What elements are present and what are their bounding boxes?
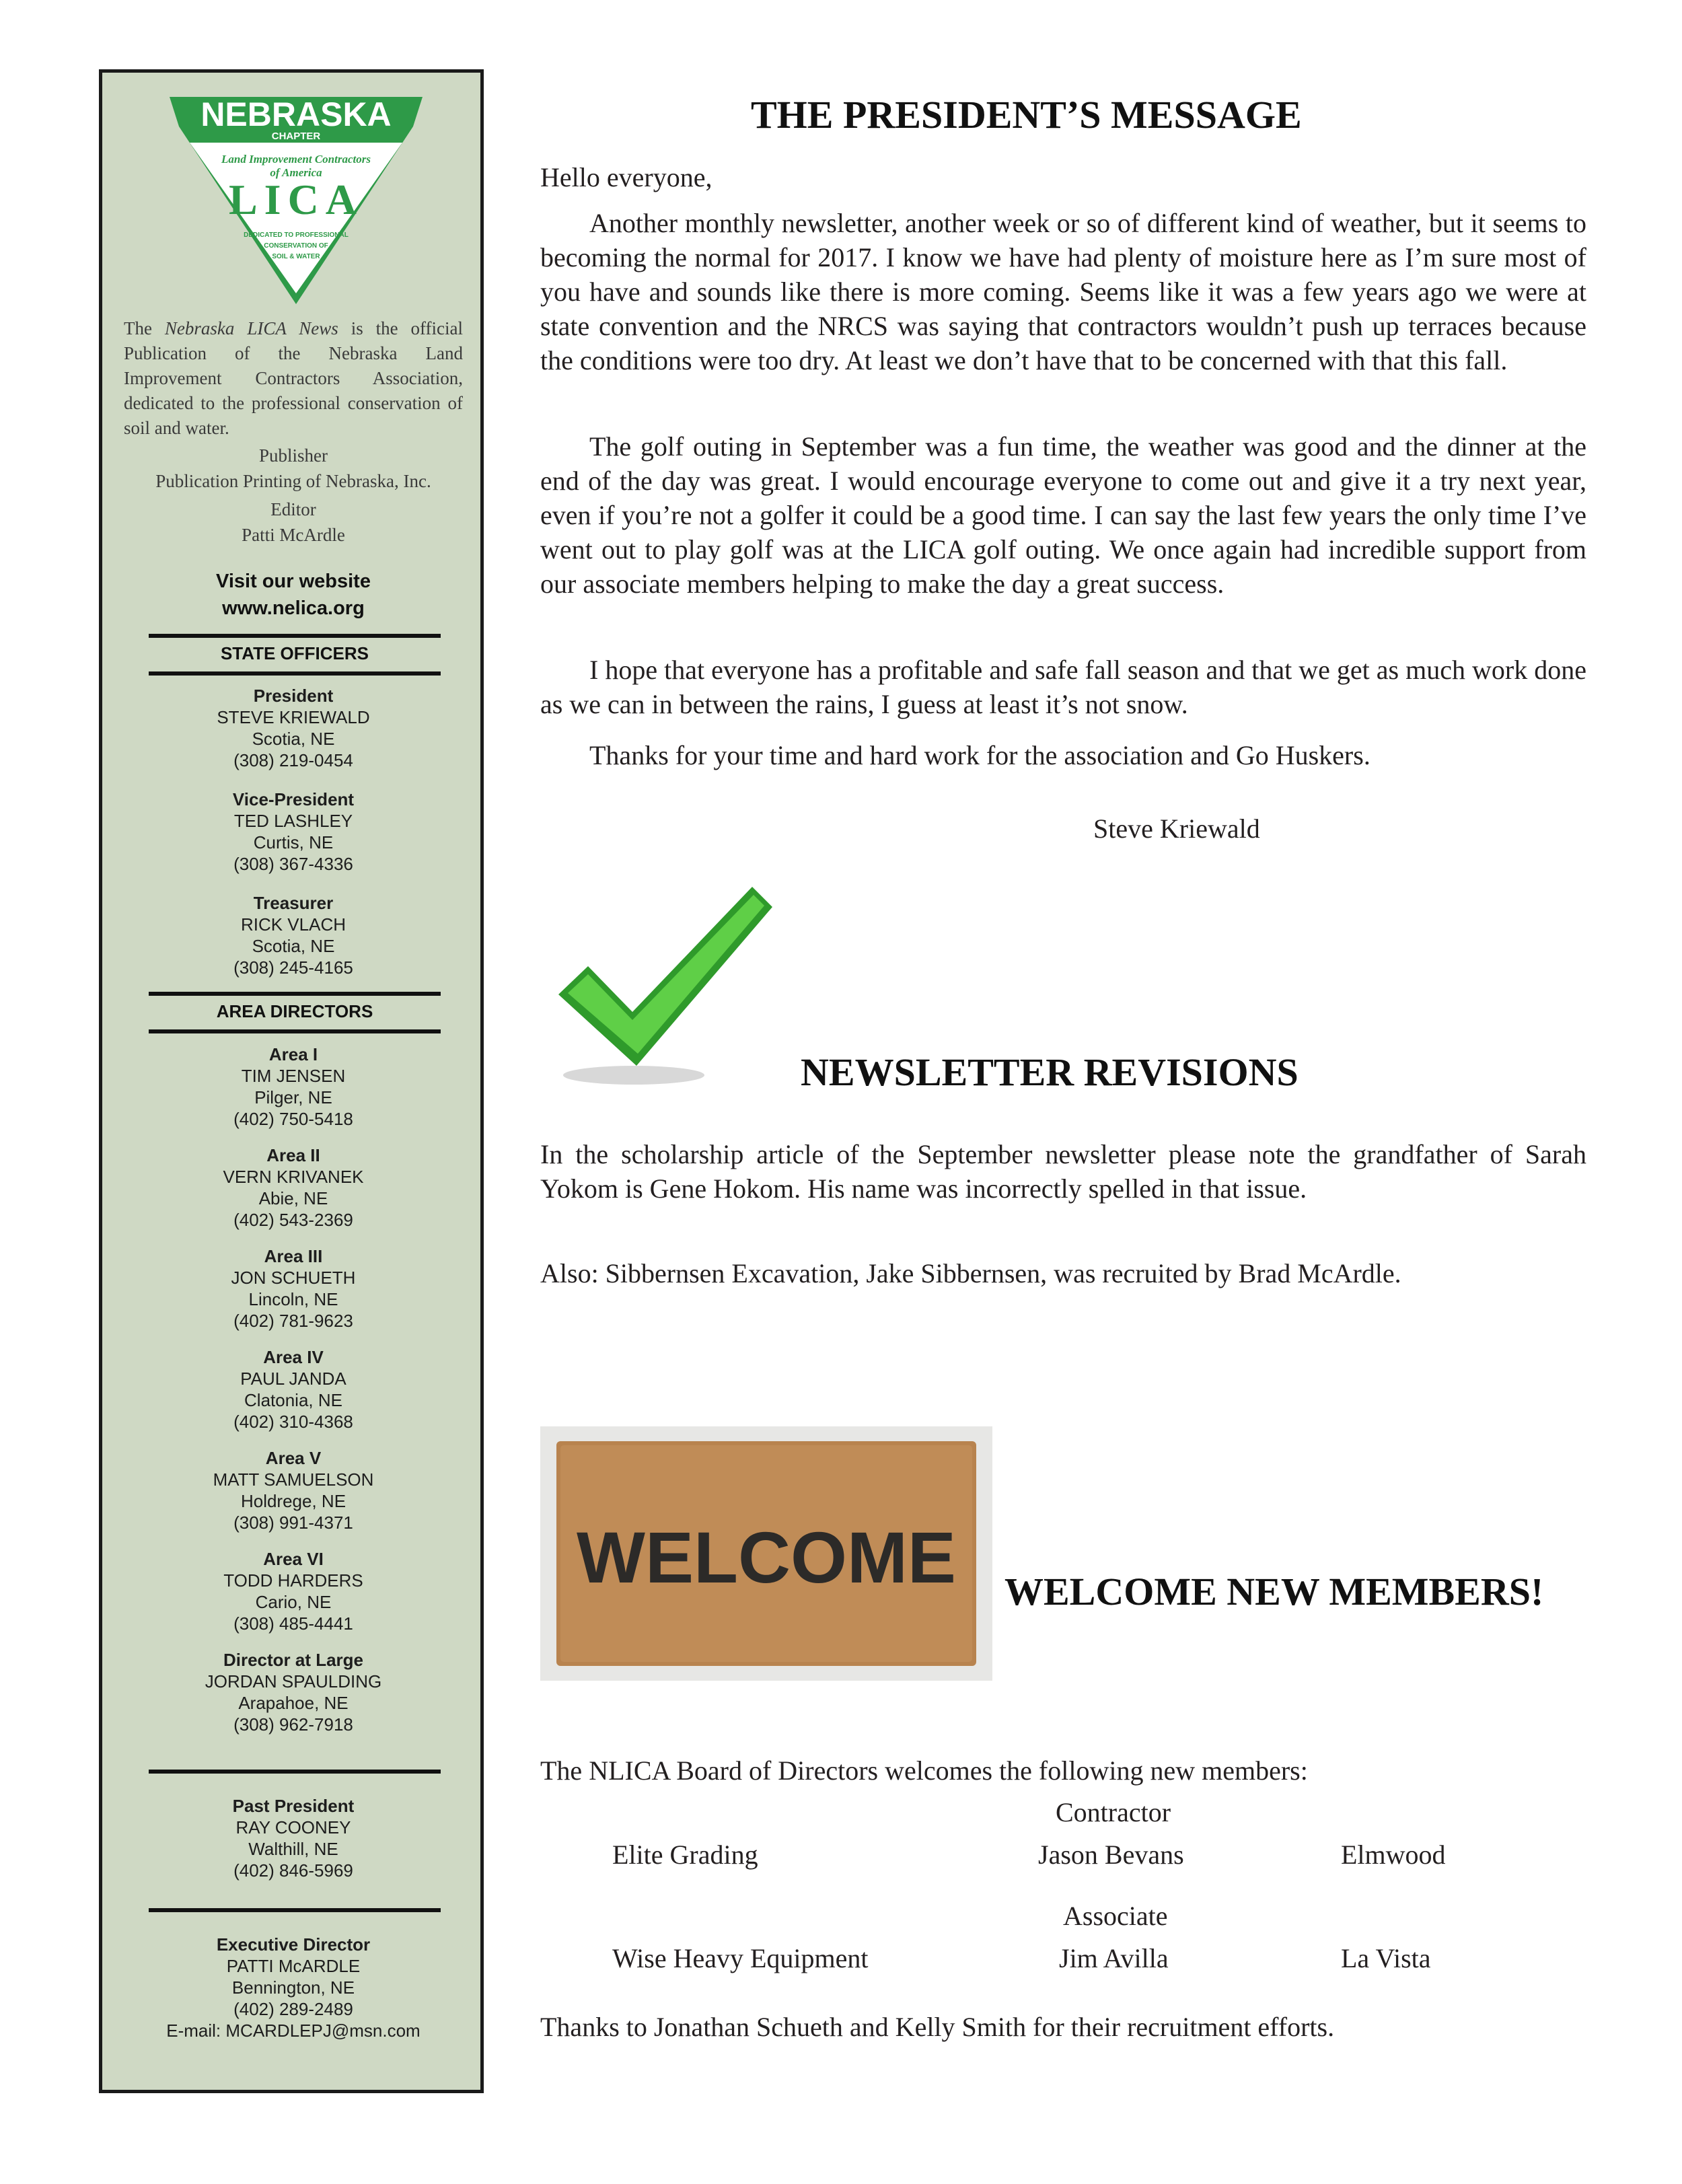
- publisher-name: Publication Printing of Nebraska, Inc.: [155, 471, 431, 491]
- director-phone: (402) 310-4368: [233, 1412, 353, 1432]
- executive-director-city: Bennington, NE: [231, 1977, 355, 1998]
- director-role: Area III: [264, 1246, 323, 1266]
- director-name: JORDAN SPAULDING: [205, 1671, 382, 1691]
- director-city: Clatonia, NE: [244, 1390, 342, 1410]
- director-phone: (402) 543-2369: [233, 1210, 353, 1230]
- past-president-name: RAY COONEY: [235, 1817, 351, 1837]
- past-president: [116, 1795, 471, 1881]
- past-president-phone: (402) 846-5969: [233, 1860, 353, 1881]
- director-name: TODD HARDERS: [223, 1570, 363, 1591]
- member-person: Jason Bevans: [1038, 1840, 1184, 1870]
- welcome-intro: The NLICA Board of Directors welcomes the following new members:: [540, 1755, 1308, 1786]
- officer-treasurer: [116, 892, 471, 978]
- logo-org-line1: Land Improvement Contractors: [221, 153, 371, 166]
- director-area-5: [116, 1447, 471, 1533]
- logo-chapter: CHAPTER: [271, 131, 321, 142]
- member-person: Jim Avilla: [1059, 1943, 1169, 1973]
- executive-director-phone: (402) 289-2489: [233, 1999, 353, 2019]
- member-city: La Vista: [1341, 1943, 1431, 1973]
- officer-phone: (308) 219-0454: [233, 750, 353, 770]
- logo-abbr: LICA: [228, 176, 364, 223]
- executive-director: [116, 1934, 471, 2041]
- welcome-thanks: Thanks to Jonathan Schueth and Kelly Smith for their recruitment efforts.: [540, 2012, 1335, 2042]
- director-phone: (308) 485-4441: [233, 1613, 353, 1634]
- officer-name: TED LASHLEY: [233, 811, 353, 831]
- state-officers-title: STATE OFFICERS: [220, 643, 369, 663]
- director-role: Area II: [266, 1145, 320, 1165]
- director-area-3: [116, 1245, 471, 1332]
- director-at-large: [116, 1649, 471, 1735]
- director-role: Area I: [268, 1044, 318, 1064]
- checkmark-shadow: [563, 1066, 704, 1085]
- officer-city: Scotia, NE: [252, 936, 335, 956]
- intro-publication-name: Nebraska LICA News: [164, 318, 338, 338]
- message-paragraph: I hope that everyone has a profitable and safe fall season and that we get as much work done as we can in between the rains, I guess at least it’s not snow.: [540, 655, 1586, 719]
- officer-role: President: [253, 686, 334, 706]
- editor-label: Editor: [270, 499, 316, 519]
- sidebar-panel: [99, 69, 484, 2093]
- director-city: Holdrege, NE: [240, 1491, 346, 1511]
- officer-name: STEVE KRIEWALD: [217, 707, 370, 727]
- intro-prefix: The: [124, 318, 165, 338]
- editor-name: Patti McArdle: [242, 525, 345, 545]
- member-category-associate: Associate: [1063, 1901, 1168, 1931]
- director-role: Director at Large: [223, 1650, 364, 1670]
- officer-role: Vice-President: [232, 789, 355, 809]
- director-phone: (308) 991-4371: [233, 1513, 353, 1533]
- officer-president: [116, 685, 471, 771]
- past-president-city: Walthill, NE: [248, 1839, 338, 1859]
- logo-state: NEBRASKA: [200, 96, 392, 133]
- member-company: Wise Heavy Equipment: [612, 1943, 869, 1973]
- director-role: Area VI: [263, 1549, 324, 1569]
- logo-tagline-1: DEDICATED TO PROFESSIONAL: [244, 231, 349, 239]
- director-phone: (402) 750-5418: [233, 1109, 353, 1129]
- welcome-mat-image: [540, 1426, 992, 1681]
- intro-suffix: is the official Publication of the Nebraska Land Improvement Contractors Association, dedicated to the professional conservation of soil and water.: [124, 318, 464, 438]
- greeting: Hello everyone,: [540, 162, 712, 192]
- past-president-role: Past President: [232, 1796, 355, 1816]
- director-city: Lincoln, NE: [248, 1289, 338, 1309]
- president-message-title: THE PRESIDENT’S MESSAGE: [751, 93, 1302, 137]
- member-city: Elmwood: [1341, 1840, 1446, 1870]
- checkmark-icon: [553, 873, 782, 1089]
- director-city: Abie, NE: [258, 1188, 328, 1208]
- director-city: Arapahoe, NE: [238, 1693, 349, 1713]
- director-phone: (402) 781-9623: [233, 1311, 353, 1331]
- message-paragraph: The golf outing in September was a fun time, the weather was good and the dinner at the end of the day was great. I would encourage everyone to come out and give it a try next year, even if you’re not a golfer it could be a good time. I can say the last few years the only time I’ve went out to play golf was at the LICA golf outing. We once again had incredible support from our associate members helping to make the day a great success.: [540, 431, 1586, 599]
- revisions-paragraph-1: In the scholarship article of the September newsletter please note the grandfather of Sarah Yokom is Gene Hokom. His name was incorrectly spelled in that issue.: [540, 1139, 1586, 1204]
- logo-org-line2: of America: [270, 166, 322, 179]
- signature: Steve Kriewald: [1093, 813, 1260, 844]
- officer-name: RICK VLACH: [240, 914, 346, 935]
- member-company: Elite Grading: [612, 1840, 758, 1870]
- officer-city: Curtis, NE: [253, 832, 334, 852]
- area-directors-title: AREA DIRECTORS: [216, 1001, 373, 1021]
- director-name: VERN KRIVANEK: [223, 1167, 364, 1187]
- director-phone: (308) 962-7918: [233, 1714, 353, 1735]
- director-area-6: [116, 1548, 471, 1634]
- website-block: [116, 568, 471, 622]
- divider: [149, 1908, 441, 1912]
- executive-director-email[interactable]: E-mail: MCARDLEPJ@msn.com: [166, 2021, 420, 2041]
- message-paragraph: Another monthly newsletter, another week or so of different kind of weather, but it seems to becoming the normal for 2017. I know we have had plenty of moisture here as I’m sure most of you have and sounds like there is more coming. Seems like it was a few years ago we were at state convention and the NRCS was saying that contractors wouldn’t push up terraces because the conditions were too dry. At least we don’t have that to be concerned with that this fall.: [540, 208, 1586, 375]
- director-role: Area V: [265, 1448, 322, 1468]
- director-role: Area IV: [263, 1347, 324, 1367]
- officer-vice-president: [116, 789, 471, 875]
- executive-director-role: Executive Director: [216, 1934, 371, 1955]
- publisher-label: Publisher: [258, 445, 328, 466]
- revisions-title: NEWSLETTER REVISIONS: [801, 1050, 1299, 1094]
- divider: [149, 634, 441, 638]
- logo-tagline-3: SOIL & WATER: [272, 253, 320, 260]
- officer-role: Treasurer: [253, 893, 334, 913]
- divider: [149, 992, 441, 996]
- divider: [149, 1029, 441, 1033]
- nebraska-lica-logo: [149, 94, 443, 310]
- website-label: Visit our website: [216, 571, 371, 592]
- director-area-1: [116, 1044, 471, 1130]
- officer-phone: (308) 245-4165: [233, 957, 353, 978]
- member-category-contractor: Contractor: [1056, 1797, 1171, 1827]
- welcome-mat-text: WELCOME: [577, 1517, 956, 1598]
- director-city: Pilger, NE: [254, 1087, 332, 1107]
- executive-director-name: PATTI McARDLE: [226, 1956, 361, 1976]
- officer-phone: (308) 367-4336: [233, 854, 353, 874]
- director-city: Cario, NE: [255, 1592, 332, 1612]
- director-name: TIM JENSEN: [241, 1066, 346, 1086]
- director-name: JON SCHUETH: [231, 1268, 356, 1288]
- message-paragraph: Thanks for your time and hard work for the association and Go Huskers.: [589, 740, 1370, 770]
- logo-tagline-2: CONSERVATION OF: [264, 242, 328, 250]
- divider: [149, 1770, 441, 1774]
- director-name: MATT SAMUELSON: [213, 1469, 374, 1490]
- director-name: PAUL JANDA: [240, 1369, 346, 1389]
- officer-city: Scotia, NE: [252, 729, 335, 749]
- revisions-paragraph-2: Also: Sibbernsen Excavation, Jake Sibbernsen, was recruited by Brad McArdle.: [540, 1258, 1401, 1288]
- website-link[interactable]: www.nelica.org: [222, 597, 365, 619]
- publisher-editor-block: [116, 443, 471, 548]
- welcome-title: WELCOME NEW MEMBERS!: [1004, 1570, 1544, 1613]
- director-area-4: [116, 1346, 471, 1432]
- publication-intro: [124, 316, 463, 441]
- divider: [149, 671, 441, 676]
- director-area-2: [116, 1144, 471, 1231]
